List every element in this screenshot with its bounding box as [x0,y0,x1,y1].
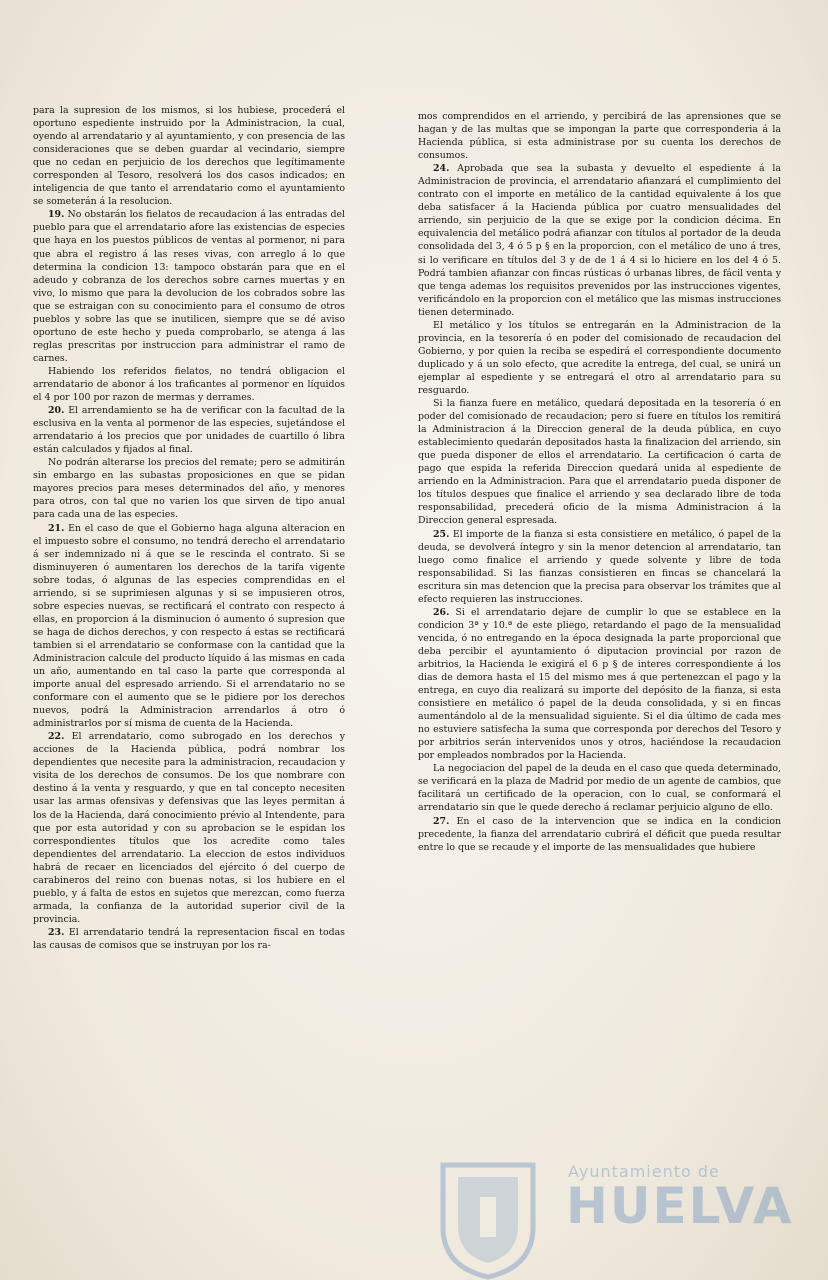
paragraph: mos comprendidos en el arriendo, y percibirá de las aprensiones que se hagan y de las multas que se impongan la parte que corresponderia á la Hacienda pública, si esta administrase por su cuenta los derechos de consumos. [418,111,781,162]
article-26 [418,606,781,763]
article-22 [33,730,345,926]
article-number: 19. [48,209,65,221]
article-25 [418,528,781,606]
watermark-title: Ayuntamiento de [568,1162,720,1181]
article-number: 20. [48,405,65,417]
paragraph: No podrán alterarse los precios del remate; pero se admitirán sin embargo en las subastas proposiciones en que se pidan mayores precios para meses determinados del año, y menores para otros, con tal que no varien los que sirven de tipo anual para cada una de las especies. [33,457,345,521]
article-21 [33,522,345,731]
coat-of-arms-icon [428,1157,548,1280]
article-text: El importe de la fianza si esta consistiere en metálico, ó papel de la deuda, se devolverá íntegro y sin la menor detencion al arrendatario, tan luego como finalice el arriendo y quede solvente y libre de toda responsabilidad. Si las fianzas consistieren en fincas se chancelará la escritura sin mas detencion que la precisa para observar los trámites que al efecto requieren las instrucciones. [418,528,781,605]
right-column [418,110,781,854]
article-text: El arrendatario, como subrogado en los derechos y acciones de la Hacienda pública, podrá nombrar los dependientes que necesite para la administracion, recaudacion y visita de los derechos de consumos. De los que nombrare con destino á la venta y resguardo, y que en tal concepto necesiten usar las armas ofensivas y defensivas que las leyes permitan á los de la Hacienda, dará conocimiento prévio al Intendente, para que por esta autoridad y con su aprobacion se le espidan los correspondientes títulos que los acredite como tales dependientes del arrendatario. La eleccion de estos individuos habrá de recaer en licenciados del ejército ó del cuerpo de carabineros del reino con buenas notas, si los hubiere en el pueblo, y á falta de estos en sujetos que merezcan, como fuerza armada, la confianza de la autoridad superior civil de la provincia. [33,731,345,925]
left-column [33,104,345,952]
paragraph: La negociacion del papel de la deuda en el caso que queda determinado, se verificará en la plaza de Madrid por medio de un agente de cambios, que facilitará un certificado de la operacion, con lo cual, se conformará el arrendatario sin que le quede derecho á reclamar perjuicio alguno de ello. [418,763,781,814]
article-text: En el caso de que el Gobierno haga alguna alteracion en el impuesto sobre el consumo, no tendrá derecho el arrendatario á ser indemnizado ni á que se le rescinda el contrato. Si se disminuyeren ó aumentaren los derechos de la tarifa vigente sobre todas, ó algunas de las especies comprendidas en el arriendo, si se suprimiesen algunas y si se impusieren otros, sobre especies nuevas, se rectificará el contrato con respecto á ellas, en proporcion á la disminucion ó aumento ó supresion que se haga de dichos derechos, y con respecto á estas se rectificará tambien si el arrendatario se conformase con la cantidad que la Administracion calcule del producto líquido á las mismas en cada un año, aumentando en tal caso la parte que corresponda al importe anual del espresado arriendo. Si el arrendatario no se conformare con el aumento que se le pidiere por los derechos nuevos, podrá la Administracion arrendarlos á otro ó administrarlos por sí misma de cuenta de la Hacienda. [33,522,346,730]
article-text: En el caso de la intervencion que se indica en la condicion precedente, la fianza del arrendatario cubrirá el déficit que pueda resultar entre lo que se recaude y el importe de las mensualidades que hubiere [418,815,781,853]
article-23 [33,926,345,952]
article-number: 22. [48,731,65,743]
article-text: Aprobada que sea la subasta y devuelto el espediente á la Administracion de provincia, el arrendatario afianzará el cumplimiento del contrato con el importe en metálico de la cantidad equivalente á los que deba satisfacer á la Hacienda pública por cuatro mensualidades del arriendo, sin perjuicio de la que se exige por la condicion décima. En equivalencia del metálico podrá afianzar con títulos al portador de la deuda consolidada del 3, 4 ó 5 p § en la proporcion, con el metálico de uno á tres, si lo verificare en títulos del 3 y de de 1 á 4 si lo hiciere en los del 4 ó 5. Podrá tambien afianzar con fincas rústicas ó urbanas libres, de fácil venta y que tenga ademas los requisitos prevenidos por las instrucciones vigentes, verificándolo en la proporcion con el metálico que las mismas instrucciones tienen determinado. [418,163,782,318]
article-number: 26. [433,606,450,618]
article-20 [33,404,345,456]
article-text: El arrendatario tendrá la representacion fiscal en todas las causas de comisos que se instruyan por los ra- [33,926,345,951]
article-text: Si el arrendatario dejare de cumplir lo que se establece en la condicion 3ª y 10.ª de este pliego, retardando el pago de la mensualidad vencida, ó no entregando en la época designada la parte proporcional que deba percibir el ayuntamiento ó diputacion provincial por razon de arbitrios, la Hacienda le exigirá el 6 p § de interes correspondiente á los dias de demora hasta el 15 del mismo mes á que pertenezcan el pago y la entrega, en cuyo dia realizará su importe del depósito de la fianza, si esta consistiere en metálico ó papel de la deuda consolidada, y si en fincas aumentándolo al de la mensualidad siguiente. Si el dia último de cada mes no estuviere satisfecha la suma que corresponda por derechos del Tesoro y por arbitrios serán intervenidos unos y otros, haciéndose la recaudacion por empleados nombrados por la Hacienda. [418,606,781,762]
paragraph: Habiendo los referidos fielatos, no tendrá obligacion el arrendatario de abonor á los traficantes al pormenor en líquidos el 4 por 100 por razon de mermas y derrames. [33,365,345,404]
article-number: 25. [433,528,450,540]
paragraph: Si la fianza fuere en metálico, quedará depositada en la tesorería ó en poder del comisionado de recaudacion; pero si fuere en títulos los remitirá la Administracion á la Direccion general de la deuda pública, en cuyo establecimiento quedarán depositados hasta la finalizacion del arriendo, sin que pueda disponer de ellos el arrendatario. La certificacion ó carta de pago que espida la referida Direccion quedará unida al espediente de arriendo en la Administracion. Para que el arrendatario pueda disponer de los títulos despues que finalice el arriendo y sea declarado libre de toda responsabilidad, precederá oficio de la misma Administracion á la Direccion general espresada. [418,398,781,527]
paragraph: El metálico y los títulos se entregarán en la Administracion de la provincia, en la tesorería ó en poder del comisionado de recaudacion del Gobierno, y por quien la reciba se espedirá el correspondiente documento duplicado y á un solo efecto, que acredite la entrega, del cual, se unirá un ejemplar al espediente y se entregará el otro al arrendatario para su resguardo. [418,319,781,396]
article-text: No obstarán los fielatos de recaudacion á las entradas del pueblo para que el arrendatario afore las existencias de especies que haya en los puestos públicos de ventas al pormenor, ni para que abra el registro á las reses vivas, con arreglo á lo que determina la condicion 13: tampoco obstarán para que en el adeudo y cobranza de los derechos sobre carnes muertas y en vivo, lo mismo que para la devolucion de los cobrados sobre las que se estraigan con su conocimiento para el consumo de otros pueblos y sobre las que se inutilicen, siempre que se dé aviso oportuno de este hecho y pueda comprobarlo, se atenga á las reglas prescritas por instruccion para administrar el ramo de carnes. [33,209,345,364]
article-19 [33,208,345,365]
article-27 [418,815,781,854]
article-number: 23. [48,926,65,938]
watermark-name: HUELVA [566,1177,794,1235]
article-number: 27. [433,815,450,827]
huelva-watermark [428,1157,828,1280]
article-24 [418,162,781,319]
article-text: El arrendamiento se ha de verificar con la facultad de la esclusiva en la venta al pormenor de las especies, sujetándose el arrendatario á los precios que por unidades de cuartillo ó libra están calculados y fijados al final. [33,405,345,456]
article-number: 21. [48,522,65,534]
paragraph: para la supresion de los mismos, si los hubiese, procederá el oportuno espediente instruido por la Administracion, la cual, oyendo al arrendatario y al ayuntamiento, y con presencia de las consideraciones que se deben guardar al vecindario, siempre que no cedan en perjuicio de los derechos que legítimamente corresponden al Tesoro, resolverá los dos casos indicados; en inteligencia de que tanto el arrendatario como el ayuntamiento se someterán á la resolucion. [33,105,345,208]
article-number: 24. [433,163,450,175]
